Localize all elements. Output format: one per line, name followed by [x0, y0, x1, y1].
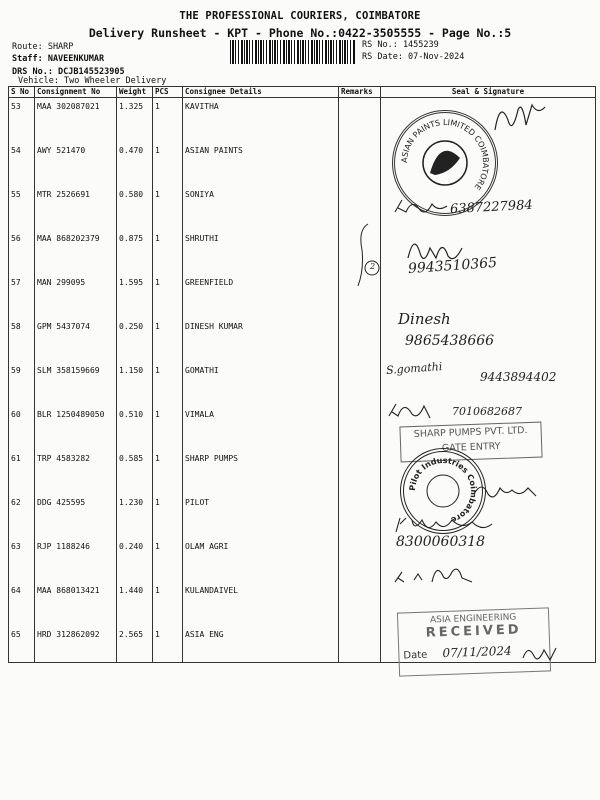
cell-weight: 1.150: [117, 362, 153, 406]
cell-weight: 0.585: [117, 450, 153, 494]
col-pcs: PCS: [153, 87, 183, 98]
cell-consignment: MAN 299095: [35, 274, 117, 318]
phone-dinesh: 9865438666: [405, 333, 495, 349]
col-seal-signature: Seal & Signature: [381, 87, 596, 98]
cell-weight: 0.510: [117, 406, 153, 450]
signature-asia-eng: [520, 640, 560, 670]
cell-consignment: AWY 521470: [35, 142, 117, 186]
company-title: THE PROFESSIONAL COURIERS, COIMBATORE: [179, 10, 421, 22]
cell-remarks: [339, 626, 381, 663]
cell-pcs: 1: [153, 406, 183, 450]
cell-pcs: 1: [153, 450, 183, 494]
col-remarks: Remarks: [339, 87, 381, 98]
runsheet-title: Delivery Runsheet - KPT - Phone No.:0422-3505555 - Page No.:5: [88, 26, 512, 40]
barcode: [230, 40, 355, 64]
cell-pcs: 1: [153, 274, 183, 318]
remarks-bracket: [350, 220, 380, 290]
cell-remarks: [339, 450, 381, 494]
route-label: Route: SHARP: [12, 42, 74, 52]
cell-consignment: MAA 302087021: [35, 98, 117, 143]
cell-consignee: PILOT: [183, 494, 339, 538]
signature-gomathi: S.gomathi: [385, 360, 443, 377]
cell-pcs: 1: [153, 538, 183, 582]
signature-vimala: [386, 396, 446, 424]
pilot-stamp-text: Pilot Industries Coimbatore: [407, 455, 479, 525]
cell-sno: 55: [9, 186, 35, 230]
rs-number: RS No.: 1455239: [362, 40, 439, 50]
col-consignee: Consignee Details: [183, 87, 339, 98]
asian-paints-stamp-text: ASIAN PAINTS LIMITED COIMBATORE: [399, 117, 491, 192]
cell-consignee: KULANDAIVEL: [183, 582, 339, 626]
phone-vimala: 7010682687: [452, 405, 522, 418]
cell-consignee: OLAM AGRI: [183, 538, 339, 582]
cell-weight: 0.875: [117, 230, 153, 274]
col-weight: Weight: [117, 87, 153, 98]
cell-weight: 0.580: [117, 186, 153, 230]
cell-pcs: 1: [153, 186, 183, 230]
cell-pcs: 1: [153, 582, 183, 626]
table-row: [9, 142, 596, 186]
cell-sno: 63: [9, 538, 35, 582]
table-row: [9, 230, 596, 274]
cell-sno: 58: [9, 318, 35, 362]
cell-remarks: [339, 318, 381, 362]
cell-pcs: 1: [153, 626, 183, 663]
drs-number: DRS No.: DCJB145523905: [12, 67, 125, 77]
cell-consignment: MAA 868202379: [35, 230, 117, 274]
cell-sno: 62: [9, 494, 35, 538]
asia-stamp-line2: RECEIVED: [425, 622, 522, 641]
cell-consignment: MTR 2526691: [35, 186, 117, 230]
asia-stamp-date: 07/11/2024: [442, 643, 512, 661]
cell-pcs: 1: [153, 494, 183, 538]
rs-date: RS Date: 07-Nov-2024: [362, 52, 465, 62]
cell-consignment: GPM 5437074: [35, 318, 117, 362]
cell-pcs: 1: [153, 98, 183, 143]
phone-soniya: 6387227984: [449, 197, 534, 218]
cell-sno: 53: [9, 98, 35, 143]
table-row: [9, 538, 596, 582]
signature-dinesh: Dinesh: [398, 310, 451, 328]
cell-consignee: SHARP PUMPS: [183, 450, 339, 494]
cell-pcs: 1: [153, 230, 183, 274]
sharp-stamp-line2: GATE ENTRY: [441, 440, 501, 455]
cell-consignee: GREENFIELD: [183, 274, 339, 318]
table-row: [9, 362, 596, 406]
signature-kulandaivel: [392, 560, 492, 590]
cell-consignee: DINESH KUMAR: [183, 318, 339, 362]
table-row: [9, 274, 596, 318]
signature-kavitha: [490, 95, 550, 140]
col-sno: S No: [9, 87, 35, 98]
cell-sno: 59: [9, 362, 35, 406]
cell-pcs: 1: [153, 142, 183, 186]
cell-sno: 64: [9, 582, 35, 626]
cell-weight: 1.230: [117, 494, 153, 538]
cell-consignment: RJP 1188246: [35, 538, 117, 582]
staff-label: Staff: NAVEENKUMAR: [12, 54, 105, 64]
cell-consignee: SONIYA: [183, 186, 339, 230]
cell-sno: 65: [9, 626, 35, 663]
cell-pcs: 1: [153, 362, 183, 406]
cell-weight: 1.325: [117, 98, 153, 143]
cell-weight: 2.565: [117, 626, 153, 663]
asia-stamp-line1: ASIA ENGINEERING: [429, 612, 517, 626]
cell-remarks: [339, 406, 381, 450]
cell-consignee: ASIAN PAINTS: [183, 142, 339, 186]
vehicle-label: Vehicle: Two Wheeler Delivery: [18, 76, 167, 86]
cell-weight: 1.595: [117, 274, 153, 318]
asia-stamp-date-label: Date: [403, 649, 428, 662]
remark-57: 2: [370, 262, 376, 271]
cell-weight: 0.470: [117, 142, 153, 186]
cell-sno: 60: [9, 406, 35, 450]
cell-consignee: SHRUTHI: [183, 230, 339, 274]
cell-sno: 56: [9, 230, 35, 274]
cell-consignee: KAVITHA: [183, 98, 339, 143]
cell-remarks: [339, 362, 381, 406]
table-row: [9, 318, 596, 362]
signature-soniya: [392, 190, 452, 220]
col-consignment: Consignment No: [35, 87, 117, 98]
cell-consignment: MAA 868013421: [35, 582, 117, 626]
cell-consignment: BLR 1250489050: [35, 406, 117, 450]
cell-weight: 1.440: [117, 582, 153, 626]
cell-sno: 54: [9, 142, 35, 186]
phone-gomathi: 9443894402: [480, 370, 557, 384]
cell-remarks: [339, 494, 381, 538]
cell-consignment: TRP 4583282: [35, 450, 117, 494]
cell-remarks: [339, 142, 381, 186]
sharp-stamp-line1: SHARP PUMPS PVT. LTD.: [413, 425, 528, 440]
phone-greenfield: 9943510365: [407, 254, 498, 278]
cell-sno: 57: [9, 274, 35, 318]
cell-remarks: [339, 98, 381, 143]
signature-pilot: [470, 476, 550, 504]
cell-remarks: [339, 582, 381, 626]
cell-weight: 0.240: [117, 538, 153, 582]
cell-weight: 0.250: [117, 318, 153, 362]
cell-remarks: [339, 538, 381, 582]
cell-consignee: ASIA ENG: [183, 626, 339, 663]
phone-olam: 8300060318: [396, 534, 486, 550]
cell-consignment: HRD 312862092: [35, 626, 117, 663]
cell-sno: 61: [9, 450, 35, 494]
cell-pcs: 1: [153, 318, 183, 362]
cell-consignment: SLM 358159669: [35, 362, 117, 406]
cell-consignment: DDG 425595: [35, 494, 117, 538]
cell-consignee: VIMALA: [183, 406, 339, 450]
cell-consignee: GOMATHI: [183, 362, 339, 406]
